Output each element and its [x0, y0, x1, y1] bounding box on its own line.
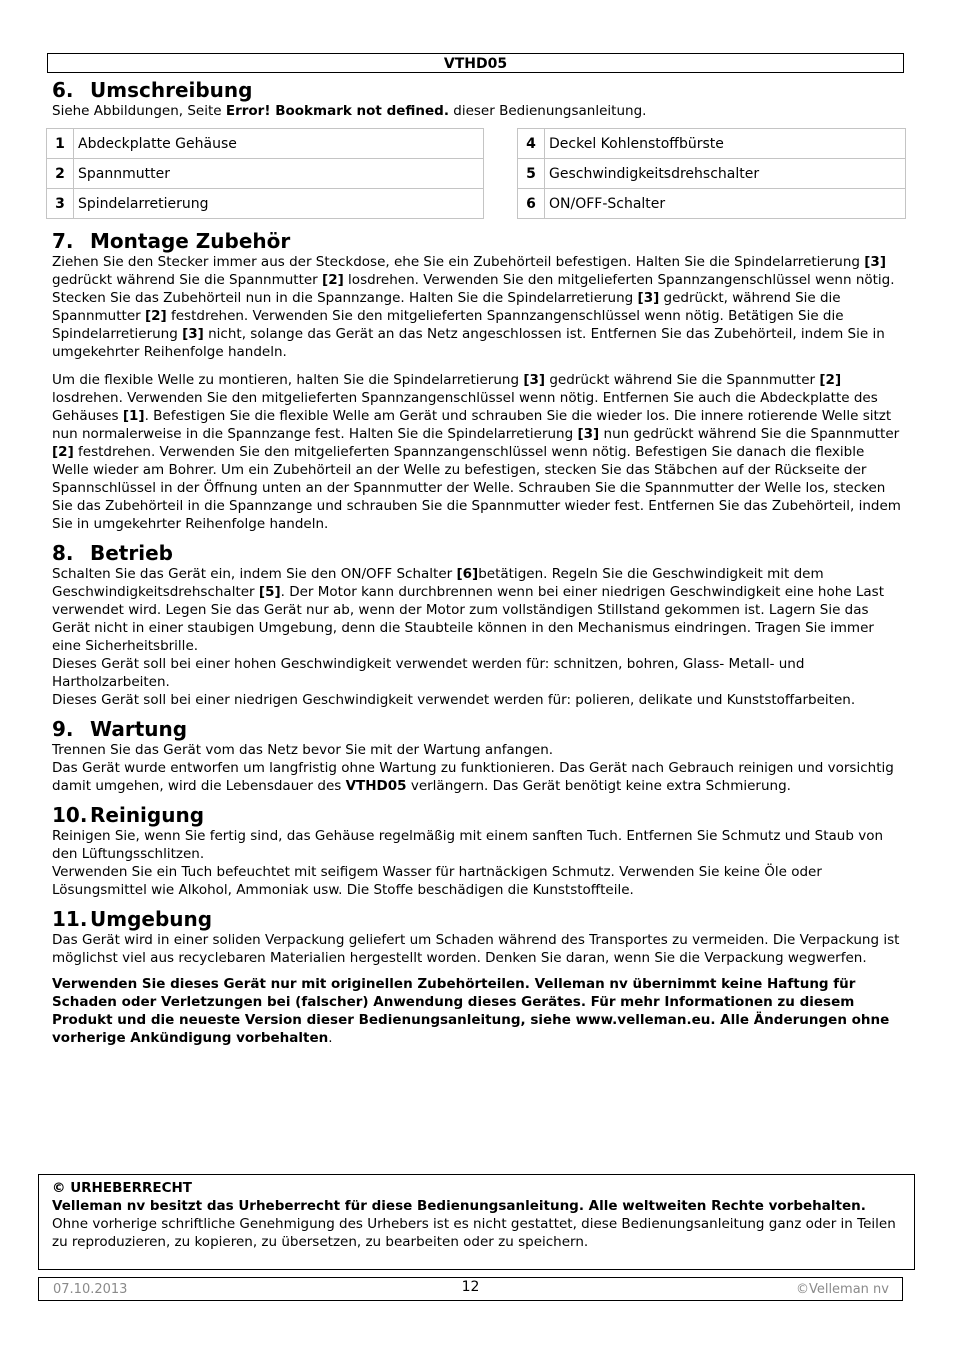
table-row	[518, 189, 906, 219]
part-number: 4	[518, 129, 545, 159]
text: gedrückt während Sie die Spannmutter	[52, 272, 323, 288]
text: Ziehen Sie den Stecker immer aus der Steckdose, ehe Sie ein Zubehörteil befestigen. Halten Sie die Spindelarretierung	[52, 254, 865, 270]
footer-copyright: ©Velleman nv	[795, 1282, 889, 1297]
s8-paragraph-3: Dieses Gerät soll bei einer niedrigen Geschwindigkeit verwendet werden für: polieren, delikate und Kunststoffarbeiten.	[52, 692, 856, 708]
notice-text: Verwenden Sie dieses Gerät nur mit originellen Zubehörteilen. Velleman nv übernimmt keine Haftung für Schaden oder Verletzungen bei (falscher) Anwendung dieses Gerätes. Für mehr Informationen zu diesem Produkt und die neueste Version dieser Bedienungsanleitung, siehe www.velleman.eu. Alle Änderungen ohne vorherige Ankündigung vorbehalten	[52, 976, 890, 1046]
ref: [3]	[577, 426, 600, 442]
part-number: 5	[518, 159, 545, 189]
parts-table-right	[517, 128, 906, 219]
copyright-box	[38, 1174, 915, 1270]
text: . Befestigen Sie die flexible Welle am Gerät und schrauben Sie die wieder los. Die innere rotierende Welle sitzt nun normalerweise in die Spannzange fest. Halten Sie die Spindelarretierung	[52, 408, 892, 442]
part-label: Spindelarretierung	[74, 189, 484, 219]
part-label: Deckel Kohlenstoffbürste	[545, 129, 906, 159]
s10-paragraph-1: Reinigen Sie, wenn Sie fertig sind, das Gehäuse regelmäßig mit einem sanften Tuch. Entfernen Sie Schmutz und Staub von den Lüftungsschlitzen.	[52, 828, 884, 862]
copyright-body: Ohne vorherige schriftliche Genehmigung des Urhebers ist es nicht gestattet, diese Bedienungsanleitung ganz oder in Teilen zu reproduzieren, zu kopieren, zu übersetzen, zu bearbeiten oder zu speichern.	[52, 1216, 896, 1250]
text: verlängern. Das Gerät benötigt keine extra Schmierung.	[406, 778, 791, 794]
part-label: ON/OFF-Schalter	[545, 189, 906, 219]
ref: [2]	[144, 308, 167, 324]
section-title: Wartung	[90, 717, 188, 741]
section-11-heading	[52, 907, 904, 931]
section-number: 8.	[52, 541, 74, 565]
text: . Der Motor kann durchbrennen wenn bei einer niedrigen Geschwindigkeit eine hohe Last verwendet wird. Legen Sie das Gerät nur ab, wenn der Motor zum vollständigen Stillstand gekommen ist. Lagern Sie das Gerät nicht in einer staubigen Umgebung, denn die Staubteile können in den Mechanismus eindringen. Tragen Sie immer eine Sicherheitsbrille.	[52, 584, 885, 654]
ref: [2]	[322, 272, 344, 288]
section-title: Reinigung	[90, 803, 205, 827]
part-number: 1	[47, 129, 74, 159]
section-title: Betrieb	[90, 541, 173, 565]
copyright-text	[52, 1197, 901, 1251]
page-content	[52, 78, 904, 1047]
text: losdrehen. Verwenden Sie den mitgelieferten Spannzangenschlüssel wenn nötig. Entfernen Sie auch die Abdeckplatte des Gehäuses	[52, 390, 878, 424]
parts-table-left	[46, 128, 484, 219]
section-number: 10.	[52, 803, 88, 827]
s7-paragraph-2	[52, 371, 904, 533]
section-title: Umschreibung	[90, 78, 253, 102]
section-number: 9.	[52, 717, 74, 741]
text: nun gedrückt während Sie die Spannmutter	[599, 426, 900, 442]
notice-end: .	[328, 1030, 333, 1046]
section-number: 7.	[52, 229, 74, 253]
model-name: VTHD05	[443, 56, 508, 72]
s11-paragraph-1: Das Gerät wird in einer soliden Verpackung geliefert um Schaden während des Transportes zu vermeiden. Die Verpackung ist möglichst viel aus recyclebaren Materialien hergestellt worden. Denken Sie daran, wenn Sie die Verpackung wegwerfen.	[52, 932, 900, 966]
table-row	[518, 129, 906, 159]
model-ref: VTHD05	[345, 778, 407, 794]
section-title: Montage Zubehör	[90, 229, 291, 253]
ref: [3]	[523, 372, 546, 388]
s6-intro	[52, 102, 904, 120]
text: betätigen. Regeln Sie die Geschwindigkeit mit dem Geschwindigkeitsdrehschalter	[52, 566, 824, 600]
text: gedrückt, während Sie die Spannmutter	[52, 290, 841, 324]
parts-list	[46, 128, 904, 221]
ref: [1]	[122, 408, 145, 424]
copyright-bold: Velleman nv besitzt das Urheberrecht für diese Bedienungsanleitung. Alle weltweiten Rechte vorbehalten.	[52, 1198, 866, 1214]
ref: [6]	[456, 566, 479, 582]
section-title: Umgebung	[90, 907, 213, 931]
text: dieser Bedienungsanleitung.	[448, 103, 647, 119]
ref: [3]	[637, 290, 660, 306]
section-8-heading	[52, 541, 904, 565]
s9-paragraph-2	[52, 759, 904, 795]
text: Das Gerät wurde entworfen um langfristig ohne Wartung zu funktionieren. Das Gerät nach Gebrauch reinigen und vorsichtig damit umgehen, wird die Lebensdauer des	[52, 760, 894, 794]
section-10-heading	[52, 803, 904, 827]
text: Um die flexible Welle zu montieren, halten Sie die Spindelarretierung	[52, 372, 524, 388]
text: gedrückt während Sie die Spannmutter	[545, 372, 820, 388]
section-number: 6.	[52, 78, 74, 102]
table-row	[47, 159, 484, 189]
ref: [2]	[52, 444, 74, 460]
part-number: 2	[47, 159, 74, 189]
text: festdrehen. Verwenden Sie den mitgelieferten Spannzangenschlüssel wenn nötig. Betätigen Sie die Spindelarretierung	[52, 308, 844, 342]
s7-paragraph-1	[52, 253, 904, 361]
table-row	[518, 159, 906, 189]
section-7-heading	[52, 229, 904, 253]
part-number: 3	[47, 189, 74, 219]
footer-date: 07.10.2013	[53, 1282, 128, 1297]
section-6-heading	[52, 78, 904, 102]
legal-notice	[52, 975, 904, 1047]
text: losdrehen. Verwenden Sie den mitgelieferten Spannzangenschlüssel wenn nötig. Stecken Sie das Zubehörteil nun in die Spannzange. Halten Sie die Spindelarretierung	[52, 272, 895, 306]
page-header	[47, 53, 904, 73]
s8-paragraph-1	[52, 565, 904, 655]
table-row	[47, 129, 484, 159]
copyright-heading: © URHEBERRECHT	[52, 1180, 193, 1196]
ref: [5]	[258, 584, 281, 600]
part-label: Spannmutter	[74, 159, 484, 189]
text: Siehe Abbildungen, Seite	[52, 103, 226, 119]
s9-paragraph-1: Trennen Sie das Gerät vom das Netz bevor Sie mit der Wartung anfangen.	[52, 742, 554, 758]
ref: [2]	[819, 372, 842, 388]
bookmark-error: Error! Bookmark not defined.	[225, 103, 449, 119]
table-row	[47, 189, 484, 219]
section-9-heading	[52, 717, 904, 741]
ref: [3]	[182, 326, 204, 342]
text: Schalten Sie das Gerät ein, indem Sie den ON/OFF Schalter	[52, 566, 457, 582]
ref: [3]	[864, 254, 886, 270]
s10-paragraph-2: Verwenden Sie ein Tuch befeuchtet mit seifigem Wasser für hartnäckigen Schmutz. Verwenden Sie keine Öle oder Lösungsmittel wie Alkohol, Ammoniak usw. Die Stoffe beschädigen die Kunststoffteile.	[52, 864, 822, 898]
page-number: 12	[461, 1279, 480, 1295]
part-label: Abdeckplatte Gehäuse	[74, 129, 484, 159]
part-label: Geschwindigkeitsdrehschalter	[545, 159, 906, 189]
section-number: 11.	[52, 907, 88, 931]
s8-paragraph-2: Dieses Gerät soll bei einer hohen Geschwindigkeit verwendet werden für: schnitzen, bohren, Glass- Metall- und Hartholzarbeiten.	[52, 656, 805, 690]
page-footer	[38, 1277, 903, 1301]
text: nicht, solange das Gerät an das Netz angeschlossen ist. Entfernen Sie das Zubehörteil, indem Sie in umgekehrter Reihenfolge handeln.	[52, 326, 885, 360]
part-number: 6	[518, 189, 545, 219]
text: festdrehen. Verwenden Sie den mitgelieferten Spannzangenschlüssel wenn nötig. Befestigen Sie danach die flexible Welle wieder am Bohrer. Um ein Zubehörteil an der Welle zu befestigen, stecken Sie das Stäbchen auf der Rückseite der Spannschlüssel in der Öffnung unten an der Spannmutter der Welle. Schrauben Sie die Spannmutter der Welle los, stecken Sie das Zubehörteil in die Spannzange und schrauben Sie die Spannmutter wieder fest. Entfernen Sie das Zubehörteil, indem Sie in umgekehrter Reihenfolge handeln.	[52, 444, 901, 532]
